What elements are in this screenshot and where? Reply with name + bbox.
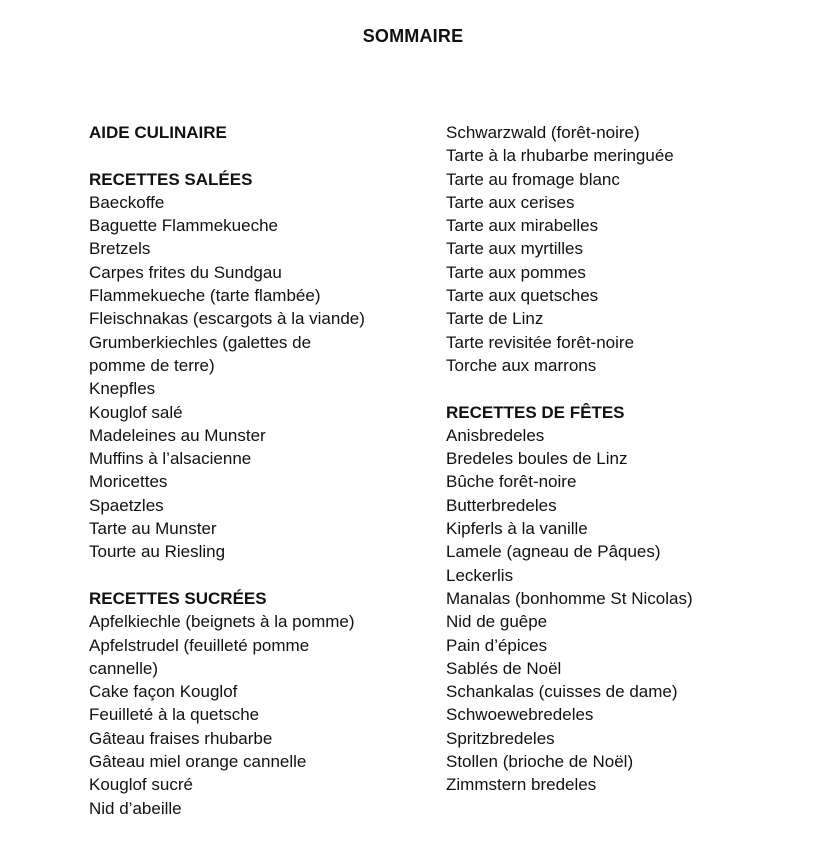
- toc-item[interactable]: Zimmstern bredeles: [446, 775, 597, 795]
- toc-item[interactable]: Baguette Flammekueche: [89, 216, 278, 236]
- toc-item[interactable]: Butterbredeles: [446, 495, 557, 515]
- toc-item[interactable]: Apfelstrudel (feuilleté pomme cannelle): [89, 635, 310, 678]
- toc-item[interactable]: Feuilleté à la quetsche: [89, 705, 260, 725]
- toc-item[interactable]: Nid d’abeille: [89, 798, 182, 818]
- toc-item[interactable]: Tarte aux myrtilles: [446, 239, 583, 259]
- toc-item[interactable]: Kipferls à la vanille: [446, 519, 588, 539]
- toc-item[interactable]: Sablés de Noël: [446, 658, 562, 678]
- toc-item[interactable]: Tarte aux pommes: [446, 262, 586, 282]
- toc-item[interactable]: Nid de guêpe: [446, 612, 548, 632]
- toc-item[interactable]: Muffins à l’alsacienne: [89, 449, 252, 469]
- list-sucrees-continued: [446, 121, 776, 377]
- toc-item[interactable]: Gâteau miel orange cannelle: [89, 752, 307, 772]
- toc-item[interactable]: Grumberkiechles (galettes de pomme de terre): [89, 332, 312, 375]
- list-sucrees: [89, 610, 419, 820]
- toc-item[interactable]: Apfelkiechle (beignets à la pomme): [89, 612, 355, 632]
- toc-item[interactable]: Tarte au fromage blanc: [446, 169, 620, 189]
- toc-item[interactable]: Pain d’épices: [446, 635, 548, 655]
- toc-item[interactable]: Kouglof salé: [89, 402, 183, 422]
- toc-item[interactable]: Flammekueche (tarte flambée): [89, 286, 321, 306]
- toc-item[interactable]: Schankalas (cuisses de dame): [446, 682, 678, 702]
- toc-item[interactable]: Stollen (brioche de Noël): [446, 752, 634, 772]
- section-heading-recettes-salees[interactable]: RECETTES SALÉES: [89, 169, 253, 189]
- toc-item[interactable]: Kouglof sucré: [89, 775, 193, 795]
- spacer: [446, 377, 776, 400]
- section-heading-aide-culinaire[interactable]: AIDE CULINAIRE: [89, 123, 227, 142]
- toc-item[interactable]: Bretzels: [89, 239, 151, 259]
- toc-item[interactable]: Spritzbredeles: [446, 728, 555, 748]
- toc-item[interactable]: Madeleines au Munster: [89, 425, 266, 445]
- toc-item[interactable]: Tarte à la rhubarbe meringuée: [446, 146, 674, 166]
- spacer: [89, 144, 419, 167]
- toc-item[interactable]: Spaetzles: [89, 495, 164, 515]
- toc-item[interactable]: Bredeles boules de Linz: [446, 449, 628, 469]
- toc-item[interactable]: Bûche forêt-noire: [446, 472, 577, 492]
- toc-item[interactable]: Tarte aux quetsches: [446, 286, 599, 306]
- toc-item[interactable]: Tarte revisitée forêt-noire: [446, 332, 635, 352]
- toc-item[interactable]: Tarte de Linz: [446, 309, 544, 329]
- toc-item[interactable]: Torche aux marrons: [446, 355, 597, 375]
- toc-item[interactable]: Gâteau fraises rhubarbe: [89, 728, 273, 748]
- page-title: SOMMAIRE: [362, 26, 464, 46]
- toc-item[interactable]: Cake façon Kouglof: [89, 682, 238, 702]
- toc-item[interactable]: Tarte aux cerises: [446, 192, 575, 212]
- toc-item[interactable]: Lamele (agneau de Pâques): [446, 542, 661, 562]
- toc-right-column: [446, 121, 776, 797]
- toc-item[interactable]: Manalas (bonhomme St Nicolas): [446, 588, 693, 608]
- list-salees: [89, 191, 419, 564]
- toc-item[interactable]: Schwoewebredeles: [446, 705, 594, 725]
- section-heading-recettes-de-fetes[interactable]: RECETTES DE FÊTES: [446, 402, 625, 422]
- toc-item[interactable]: Anisbredeles: [446, 425, 545, 445]
- toc-item[interactable]: Leckerlis: [446, 565, 514, 585]
- toc-item[interactable]: Schwarzwald (forêt-noire): [446, 123, 640, 142]
- spacer: [89, 564, 419, 587]
- toc-item[interactable]: Knepfles: [89, 379, 156, 399]
- toc-item[interactable]: Baeckoffe: [89, 192, 165, 212]
- toc-item[interactable]: Moricettes: [89, 472, 168, 492]
- section-heading-recettes-sucrees[interactable]: RECETTES SUCRÉES: [89, 588, 267, 608]
- toc-item[interactable]: Tarte au Munster: [89, 519, 217, 539]
- toc-item[interactable]: Tourte au Riesling: [89, 542, 226, 562]
- toc-item[interactable]: Carpes frites du Sundgau: [89, 262, 282, 282]
- list-fetes: [446, 424, 776, 797]
- toc-left-column: [89, 121, 419, 820]
- toc-item[interactable]: Fleischnakas (escargots à la viande): [89, 309, 365, 329]
- toc-item[interactable]: Tarte aux mirabelles: [446, 216, 599, 236]
